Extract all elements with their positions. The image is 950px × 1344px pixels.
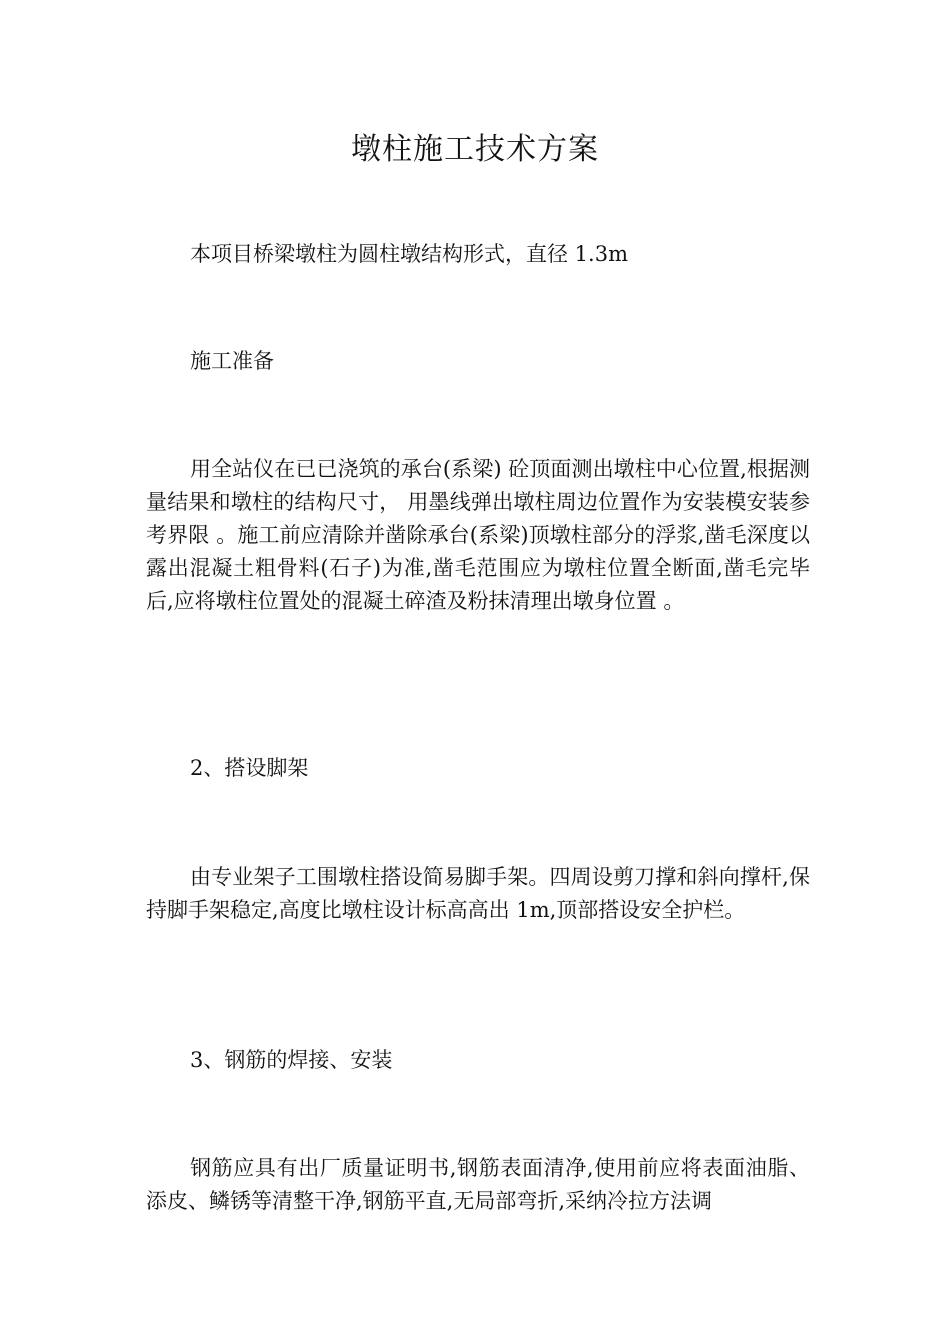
section-heading-scaffold: 2、搭设脚架: [190, 756, 309, 780]
section-heading-rebar: 3、钢筋的焊接、安装: [190, 1048, 393, 1072]
section-heading-preparation: 施工准备: [190, 349, 274, 373]
section-body-scaffold: 由专业架子工围墩柱搭设简易脚手架。四周设剪刀撑和斜向撑杆,保持脚手架稳定,高度比墩柱设计标高高出 1m,顶部搭设安全护栏。: [146, 865, 810, 922]
document-title: 墩柱施工技术方案: [351, 132, 599, 167]
section-body-rebar: 钢筋应具有出厂质量证明书,钢筋表面清净,使用前应将表面油脂、添皮、鳞锈等清整干净,钢筋平直,无局部弯折,采纳冷拉方法调: [146, 1156, 810, 1213]
intro-paragraph: 本项目桥梁墩柱为圆柱墩结构形式，直径 1.3m: [190, 242, 628, 266]
section-body-preparation: 用全站仪在已已浇筑的承台(系梁) 砼顶面测出墩柱中心位置,根据测量结果和墩柱的结构尺寸， 用墨线弹出墩柱周边位置作为安装模安装参考界限 。施工前应清除并凿除承台(系梁)顶墩柱部分的浮浆,凿毛深度以露出混凝土粗骨料(石子)为准,凿毛范围应为墩柱位置全断面,凿毛完毕后,应将墩柱位置处的混凝土碎渣及粉抹清理出墩身位置 。: [146, 457, 810, 613]
